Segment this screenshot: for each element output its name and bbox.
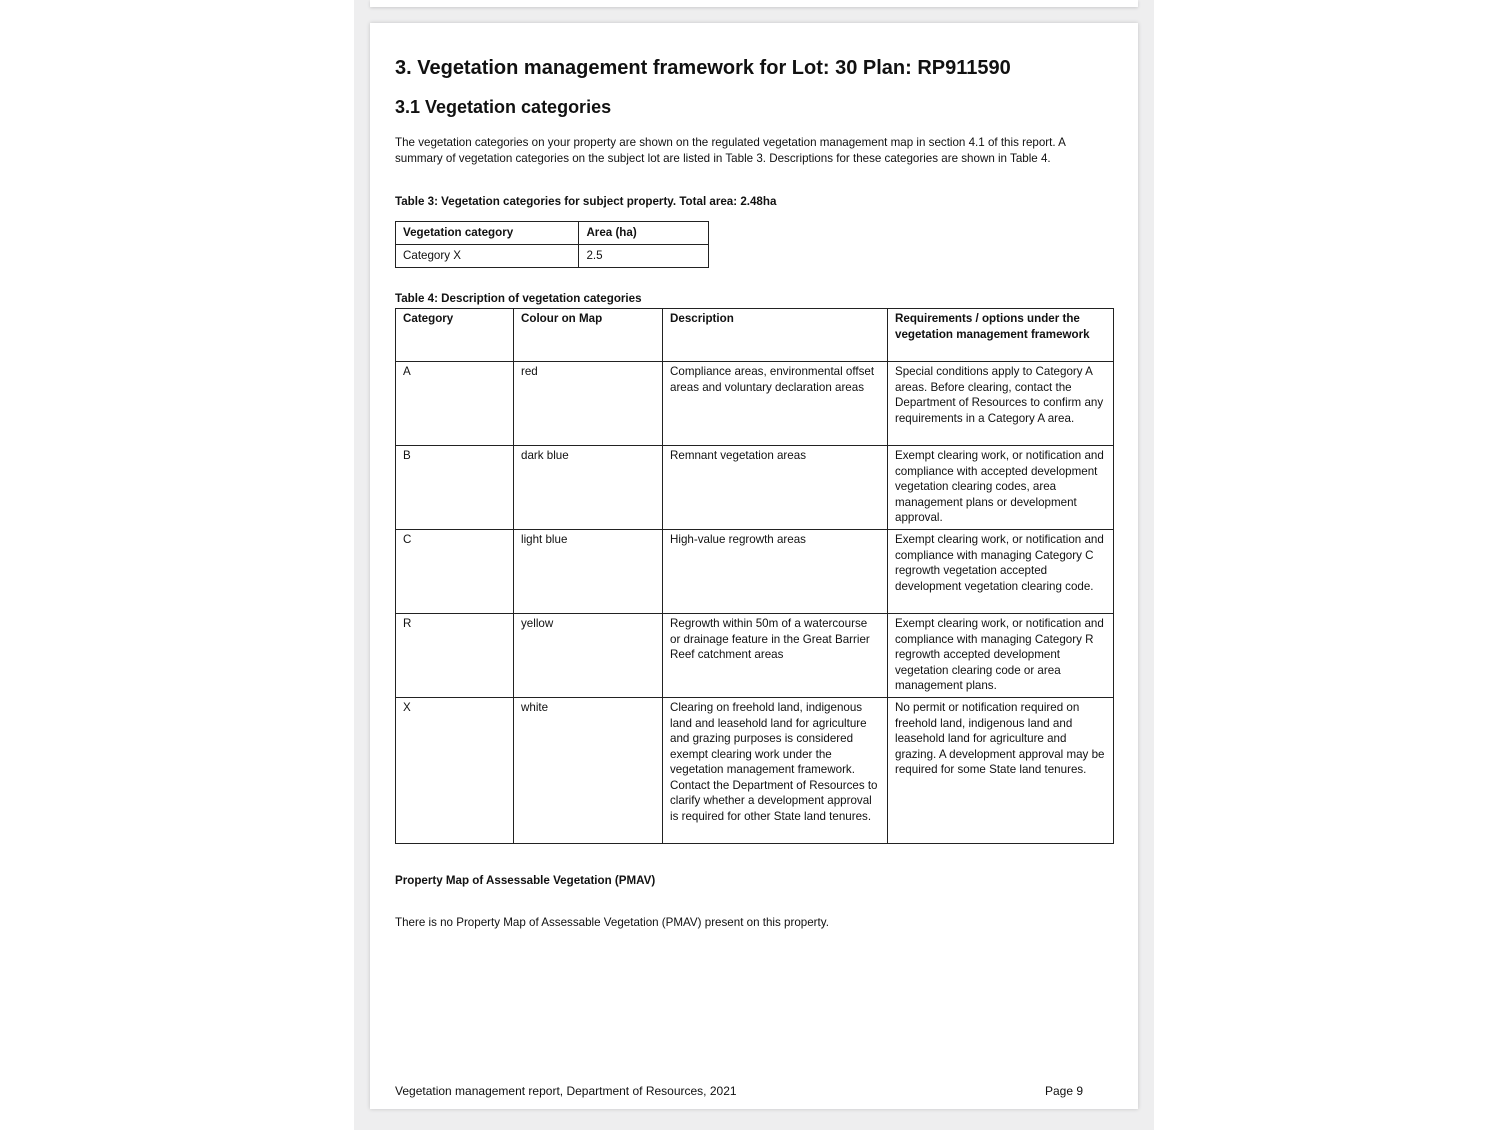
- table-cell: Exempt clearing work, or notification and compliance with managing Category R regrowth accepted development vegetation clearing code or area management plans.: [888, 614, 1114, 698]
- table-header-cell: Category: [396, 309, 514, 362]
- table-cell: No permit or notification required on freehold land, indigenous land and leasehold land for agriculture and grazing. A development approval may be required for some State land tenures.: [888, 698, 1114, 844]
- table-header-cell: Vegetation category: [396, 222, 579, 245]
- table-row: [396, 245, 709, 268]
- table-row: [396, 530, 1114, 614]
- table-cell: yellow: [514, 614, 663, 698]
- table-header-row: [396, 222, 709, 245]
- table-header-row: [396, 309, 1114, 362]
- table-cell: X: [396, 698, 514, 844]
- table-row: [396, 362, 1114, 446]
- table-cell: white: [514, 698, 663, 844]
- table-cell: Remnant vegetation areas: [663, 446, 888, 530]
- table-cell: red: [514, 362, 663, 446]
- pmav-text: There is no Property Map of Assessable Vegetation (PMAV) present on this property.: [395, 916, 829, 929]
- table-cell: B: [396, 446, 514, 530]
- table-cell: Compliance areas, environmental offset areas and voluntary declaration areas: [663, 362, 888, 446]
- table-header-cell: Colour on Map: [514, 309, 663, 362]
- table-cell: C: [396, 530, 514, 614]
- table-cell: Clearing on freehold land, indigenous land and leasehold land for agriculture and grazing purposes is considered exempt clearing work under the vegetation management framework. Contact the Department of Resources to clarify whether a development approval is required for other State land tenures.: [663, 698, 888, 844]
- table-cell: light blue: [514, 530, 663, 614]
- table-cell: dark blue: [514, 446, 663, 530]
- table-cell: Regrowth within 50m of a watercourse or drainage feature in the Great Barrier Reef catchment areas: [663, 614, 888, 698]
- page-number: Page 9: [1045, 1084, 1084, 1098]
- table-header-cell: Area (ha): [579, 222, 709, 245]
- document-page: [370, 23, 1138, 1109]
- table-cell: Exempt clearing work, or notification and compliance with accepted development vegetation clearing codes, area management plans or development approval.: [888, 446, 1114, 530]
- table-header-cell: Description: [663, 309, 888, 362]
- table-cell: Category X: [396, 245, 579, 268]
- table4: [395, 308, 1114, 844]
- table-header-cell: Requirements / options under the vegetation management framework: [888, 309, 1114, 362]
- table-cell: Exempt clearing work, or notification and compliance with managing Category C regrowth vegetation accepted development vegetation clearing code.: [888, 530, 1114, 614]
- subsection-heading: 3.1 Vegetation categories: [395, 97, 612, 117]
- table-cell: A: [396, 362, 514, 446]
- pmav-heading: Property Map of Assessable Vegetation (PMAV): [395, 874, 656, 887]
- table-cell: 2.5: [579, 245, 709, 268]
- table-cell: High-value regrowth areas: [663, 530, 888, 614]
- section-heading: 3. Vegetation management framework for Lot: 30 Plan: RP911590: [395, 57, 1011, 79]
- table-row: [396, 614, 1114, 698]
- table3: [395, 221, 709, 268]
- intro-paragraph: The vegetation categories on your property are shown on the regulated vegetation management map in section 4.1 of this report. A summary of vegetation categories on the subject lot are listed in Table 3. Descriptions for these categories are shown in Table 4.: [395, 136, 1066, 165]
- table-cell: R: [396, 614, 514, 698]
- previous-page-edge: [370, 0, 1138, 7]
- footer-text: Vegetation management report, Department of Resources, 2021: [395, 1084, 737, 1098]
- table-cell: Special conditions apply to Category A areas. Before clearing, contact the Department of Resources to confirm any requirements in a Category A area.: [888, 362, 1114, 446]
- table4-caption: Table 4: Description of vegetation categories: [395, 292, 642, 305]
- table-row: [396, 698, 1114, 844]
- table3-caption: Table 3: Vegetation categories for subject property. Total area: 2.48ha: [395, 195, 777, 208]
- table-row: [396, 446, 1114, 530]
